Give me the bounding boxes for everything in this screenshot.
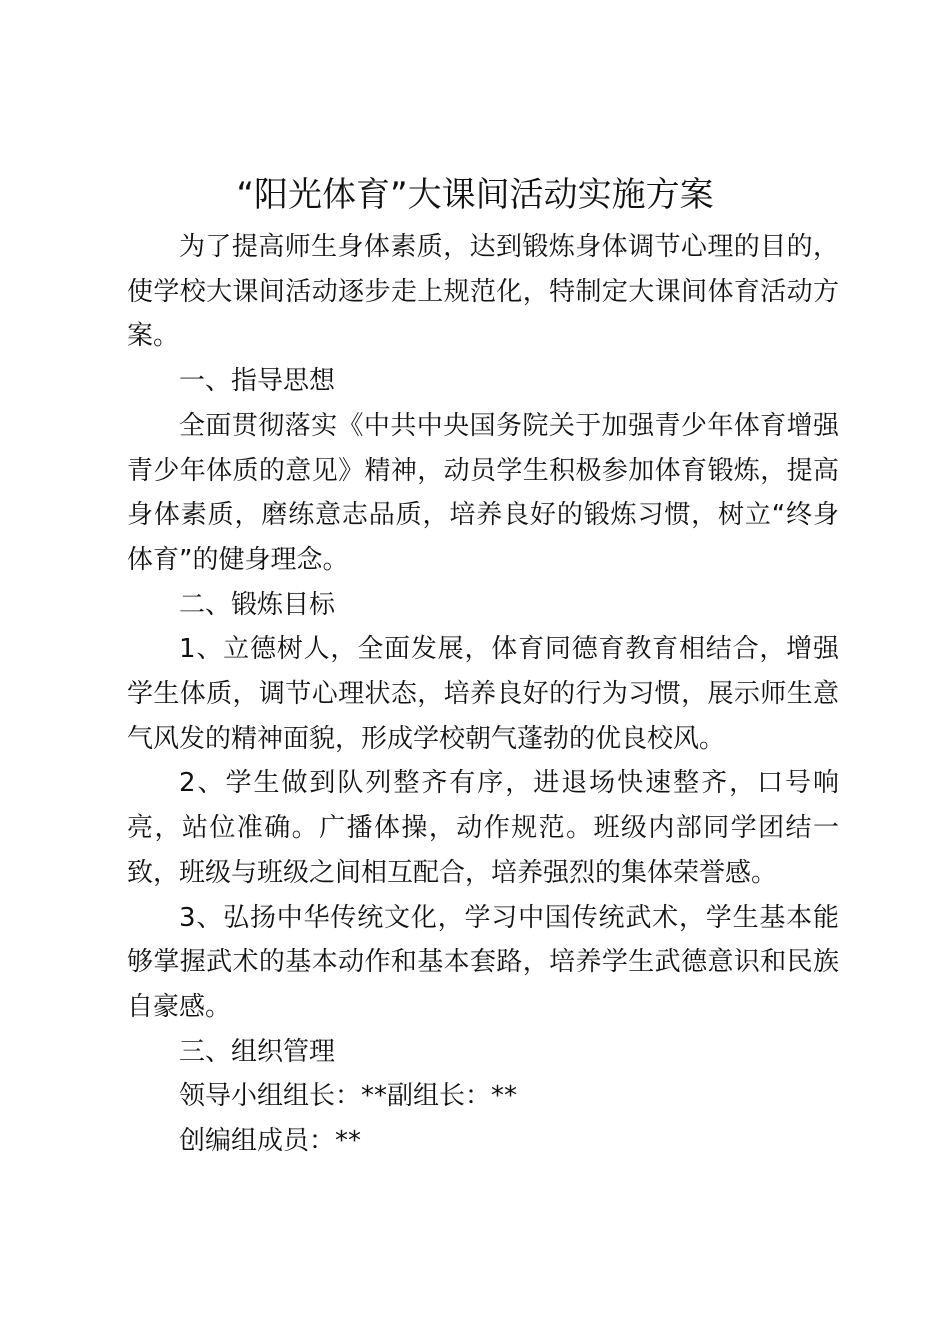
leadership-group-line: 领导小组组长：**副组长：** xyxy=(179,1081,518,1112)
section-heading-training-goals: 二、锻炼目标 xyxy=(179,589,336,620)
document-body xyxy=(127,225,839,1164)
goal-item-2: 2、学生做到队列整齐有序，进退场快速整齐，口号响亮，站位准确。广播体操，动作规范。班级内部同学团结一致，班级与班级之间相互配合，培养强烈的集体荣誉感。 xyxy=(127,768,839,888)
intro-paragraph: 为了提高师生身体素质，达到锻炼身体调节心理的目的，使学校大课间活动逐步走上规范化，特制定大课间体育活动方案。 xyxy=(127,232,839,352)
guiding-ideology-paragraph: 全面贯彻落实《中共中央国务院关于加强青少年体育增强青少年体质的意见》精神，动员学生积极参加体育锻炼，提高身体素质，磨练意志品质，培养良好的锻炼习惯，树立“终身体育”的健身理念。 xyxy=(127,410,839,575)
document-title: “阳光体育”大课间活动实施方案 xyxy=(236,175,714,215)
section-heading-guiding-ideology: 一、指导思想 xyxy=(179,366,336,397)
goal-item-3: 3、弘扬中华传统文化，学习中国传统武术，学生基本能够掌握武术的基本动作和基本套路，培养学生武德意识和民族自豪感。 xyxy=(127,902,839,1022)
goal-item-1: 1、立德树人，全面发展，体育同德育教育相结合，增强学生体质，调节心理状态，培养良好的行为习惯，展示师生意气风发的精神面貌，形成学校朝气蓬勃的优良校风。 xyxy=(127,634,839,754)
section-heading-organization: 三、组织管理 xyxy=(179,1036,336,1067)
creation-group-line: 创编组成员：** xyxy=(179,1126,362,1157)
